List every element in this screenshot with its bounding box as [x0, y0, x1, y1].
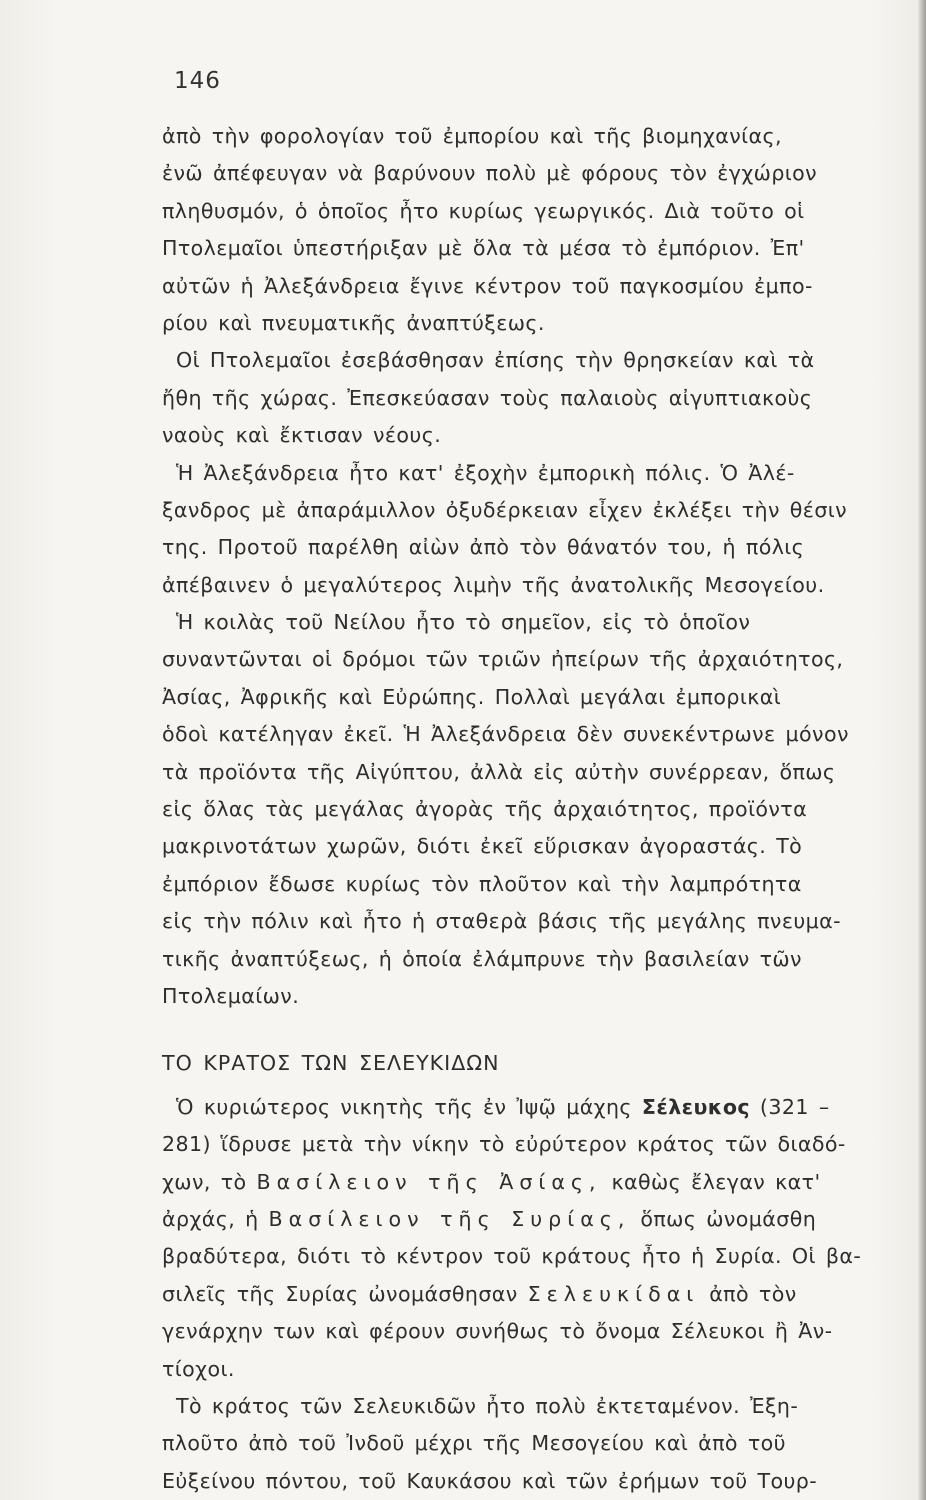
text-line: εἰς τὴν πόλιν καὶ ἦτο ἡ σταθερὰ βάσις τῆς μεγάλης πνευμα-	[162, 909, 841, 934]
text-run: καθὼς ἔλεγαν κατ'	[601, 1169, 821, 1194]
text-run: σιλεῖς τῆς Συρίας ὠνομάσθησαν	[162, 1281, 528, 1306]
text-line: τικῆς ἀναπτύξεως, ἡ ὁποία ἐλάμπρυνε τὴν βασιλείαν τῶν	[162, 946, 802, 971]
text-line: 281) ἵδρυσε μετὰ τὴν νίκην τὸ εὐρύτερον κράτος τῶν διαδό-	[162, 1132, 846, 1157]
text-line: ἤθη τῆς χώρας. Ἐπεσκεύασαν τοὺς παλαιοὺς αἰγυπτιακοὺς	[162, 385, 813, 410]
text-line: εἰς ὅλας τὰς μεγάλας ἀγορὰς τῆς ἀρχαιότητος, προϊόντα	[162, 797, 808, 822]
text-run: (321 –	[749, 1094, 830, 1119]
text-line: πλοῦτο ἀπὸ τοῦ Ἰνδοῦ μέχρι τῆς Μεσογείου καὶ ἀπὸ τοῦ	[162, 1431, 786, 1456]
text-run: ἀρχάς, ἡ	[162, 1206, 269, 1231]
text-line: τὰ προϊόντα τῆς Αἰγύπτου, ἀλλὰ εἰς αὐτὴν συνέρρεαν, ὅπως	[162, 759, 836, 784]
text-run: Ὁ κυριώτερος νικητὴς τῆς ἐν Ἰψῷ μάχης	[176, 1094, 642, 1119]
text-line: Τὸ κράτος τῶν Σελευκιδῶν ἦτο πολὺ ἐκτεταμένον. Ἐξη-	[176, 1393, 799, 1418]
text-line: ἀπέβαινεν ὁ μεγαλύτερος λιμὴν τῆς ἀνατολικῆς Μεσογείου.	[162, 572, 825, 597]
page-edge-shadow	[918, 0, 926, 1500]
text-line: γενάρχην των καὶ φέρουν συνήθως τὸ ὄνομα Σέλευκοι ἢ Ἀν-	[162, 1319, 833, 1344]
text-line: Οἱ Πτολεμαῖοι ἐσεβάσθησαν ἐπίσης τὴν θρησκείαν καὶ τὰ	[176, 348, 815, 373]
text-line: τίοχοι.	[162, 1356, 235, 1381]
text-line: αὐτῶν ἡ Ἀλεξάνδρεια ἔγινε κέντρον τοῦ παγκοσμίου ἐμπο-	[162, 273, 813, 298]
text-line: Ἡ κοιλὰς τοῦ Νείλου ἦτο τὸ σημεῖον, εἰς τὸ ὁποῖον	[176, 610, 751, 635]
body-text	[162, 118, 906, 1500]
text-line: Ἀσίας, Ἀφρικῆς καὶ Εὐρώπης. Πολλαὶ μεγάλαι ἐμπορικαὶ	[162, 684, 782, 709]
text-line: ἐμπόριον ἔδωσε κυρίως τὸν πλοῦτον καὶ τὴν λαμπρότητα	[162, 871, 802, 896]
section-heading: ΤΟ ΚΡΑΤΟΣ ΤΩΝ ΣΕΛΕΥΚΙΔΩΝ	[162, 1051, 500, 1076]
text-run: χων, τὸ	[162, 1169, 257, 1194]
text-line: βραδύτερα, διότι τὸ κέντρον τοῦ κράτους ἦτο ἡ Συρία. Οἱ βα-	[162, 1244, 862, 1269]
text-line: Εὐξείνου πόντου, τοῦ Καυκάσου καὶ τῶν ἐρήμων τοῦ Τουρ-	[162, 1468, 818, 1493]
spaced-term: Σελευκίδαι	[527, 1281, 700, 1306]
spaced-term: Βασίλειον τῆς Ἀσίας,	[256, 1169, 602, 1194]
text-line	[162, 1201, 906, 1238]
text-line	[162, 1164, 906, 1201]
text-line: ἀπὸ τὴν φορολογίαν τοῦ ἐμπορίου καὶ τῆς βιομηχανίας,	[162, 124, 782, 148]
text-run: ἀπὸ τὸν	[699, 1281, 797, 1306]
text-line: μακρινοτάτων χωρῶν, διότι ἐκεῖ εὕρισκαν ἀγοραστάς. Τὸ	[162, 834, 803, 859]
text-line: Πτολεμαῖοι ὑπεστήριξαν μὲ ὅλα τὰ μέσα τὸ ἐμπόριον. Ἐπ'	[162, 236, 805, 261]
text-line: της. Προτοῦ παρέλθη αἰὼν ἀπὸ τὸν θάνατόν του, ἡ πόλις	[162, 535, 805, 560]
text-line: ρίου καὶ πνευματικῆς ἀναπτύξεως.	[162, 310, 545, 335]
text-line: Πτολεμαίων.	[162, 983, 300, 1008]
text-line: συναντῶνται οἱ δρόμοι τῶν τριῶν ἠπείρων τῆς ἀρχαιότητος,	[162, 647, 844, 672]
page-number: 146	[174, 68, 221, 94]
text-line: ναοὺς καὶ ἔκτισαν νέους.	[162, 423, 442, 448]
bold-name: Σέλευκος	[641, 1094, 750, 1119]
text-line: ὁδοὶ κατέληγαν ἐκεῖ. Ἡ Ἀλεξάνδρεια δὲν συνεκέντρωνε μόνον	[162, 722, 849, 747]
text-run: ὅπως ὠνομάσθη	[630, 1206, 817, 1231]
text-line	[162, 1276, 906, 1313]
text-line: ξανδρος μὲ ἀπαράμιλλον ὀξυδέρκειαν εἶχεν ἐκλέξει τὴν θέσιν	[162, 497, 848, 522]
text-line: ἐνῶ ἀπέφευγαν νὰ βαρύνουν πολὺ μὲ φόρους τὸν ἐγχώριον	[162, 161, 818, 186]
text-line: πληθυσμόν, ὁ ὁποῖος ἦτο κυρίως γεωργικός. Διὰ τοῦτο οἱ	[162, 198, 805, 223]
spaced-term: Βασίλειον τῆς Συρίας,	[268, 1206, 631, 1231]
text-line	[162, 1089, 906, 1126]
text-line: Ἡ Ἀλεξάνδρεια ἦτο κατ' ἐξοχὴν ἐμπορικὴ πόλις. Ὁ Ἀλέ-	[176, 460, 795, 485]
